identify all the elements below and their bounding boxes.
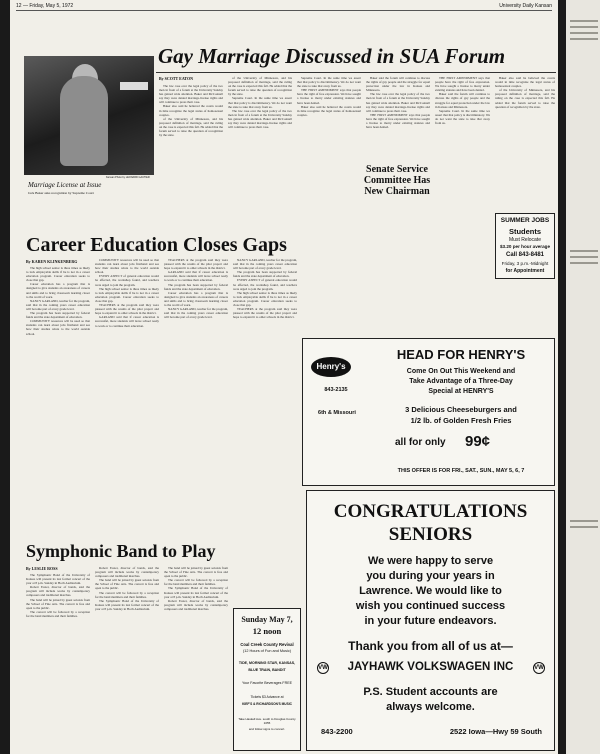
story1-column-3: Supreme Court. In the same time we assert that that policy is discriminatory. We do not want the state to take that away from us. THE FIRST AMENDMENT says that people have the right of free expression. We have sought a license to marry under existing statutes and have been denied. Baker also said he believed the courts would in time recognize the legal status of homosexual couples. <box>297 76 361 117</box>
concert-directions: Take Haskell Ave. south to Douglas County 1055 <box>238 717 296 725</box>
story3-column-1: The high school senior is three times as likely to lack employable skills if he is not in a career education program. Career education seeks to close that gap. Career education has a program that is designed to give students an awareness of careers and skills and to bring classroom learning closer to the world of work. NANCY GARLAND, teacher for the program, said that in the coming years career education will become part of every grade level. The program has been supported by federal funds and the state department of education. COMMUNITY resources will be used so that students can learn about jobs firsthand and see how their studies relate to the world outside school. <box>26 266 90 336</box>
byline-story1: By SCOTT EATON <box>159 76 194 81</box>
ad-summer-line5: Friday, 3 p.m.-Midnight <box>501 261 549 266</box>
adjacent-text-line <box>570 20 598 22</box>
photo-credit: Kansan Photo by LEONARD GAUTIER <box>106 176 150 179</box>
story3-column-4: NANCY GARLAND, teacher for the program, said that in the coming years career education will become part of every grade level. The program has been supported by federal funds and the state department of education. EVERY ASPECT of general education would be affected, the workshop found, and teachers were urged to join the program. The high school senior is three times as likely to lack employable skills if he is not in a career education program. Career education seeks to close that gap. TEACHERS at the program said they were pleased with the results of the pilot project and hope to expand it to other schools in the district. <box>233 258 297 320</box>
henrys-title: HEAD FOR HENRY'S <box>396 347 526 362</box>
ad-summer-line4: Call 843-8481 <box>505 252 545 258</box>
vw-line-5: in your future endeavors. <box>364 615 497 627</box>
vw-line-2: you during your years in <box>366 570 495 582</box>
henrys-offer1: 3 Delicious Cheeseburgers and <box>405 405 517 414</box>
story1-column-6: Baker also said he believed the courts would in time recognize the legal status of homosexual couples. of the University of Minnesota, and his proposed definition of marriage, said the ruling on the case is expected this fall. He added that the forum served to raise the question of recognition by the state. <box>495 76 555 109</box>
ad-summer-line1: Students <box>508 227 542 236</box>
concert-hours: (12 Hours of Fun and Music) <box>242 649 292 653</box>
ad-summer-line2: Must Relocate <box>509 237 541 243</box>
vw-line-8: always welcome. <box>386 701 475 713</box>
henrys-logo: Henry's <box>311 357 351 377</box>
photo-caption: Marriage License at Issue <box>28 181 102 189</box>
headline-symphonic-band: Symphonic Band to Play <box>26 541 216 561</box>
vw-logo-icon-right: VW <box>533 662 545 674</box>
henrys-address: 6th & Missouri <box>318 410 356 416</box>
photo-subject-body <box>60 76 108 166</box>
headline-senate-committee: Senate Service Committee Has New Chairman <box>363 164 431 197</box>
news-photo <box>24 56 154 175</box>
story4-column-3: The band will be joined by guest soloists from the School of Fine Arts. The concert is free and open to the public. The concert will be followed by a reception for the band members and their families. The Symphonic Band of the University of Kansas will present its last formal concert of the year at 8 p.m. Sunday in Hoch Auditorium. Robert Foster, director of bands, said the program will include works by contemporary composers and traditional marches. <box>164 566 228 611</box>
divider <box>156 72 556 73</box>
byline-story4: By LESLIE ROSS <box>26 566 58 571</box>
vw-line-1: We were happy to serve <box>367 555 494 567</box>
story1-column-5: THE FIRST AMENDMENT says that people have the right of free expression. We have sought a license to marry under existing statutes and have been denied. Baker said the forum will continue to discuss the rights of gay people and the struggle for equal protection under the law in Kansas and Minnesota. Supreme Court. In the same time we assert that that policy is discriminatory. We do not want the state to take that away from us. <box>435 76 490 126</box>
concert-bands: TIDE, MORNING STAR, KANSAS, <box>238 661 296 665</box>
concert-outlets: KIEF'S & RICHARDSON'S MUSIC <box>242 702 292 706</box>
concert-time: 12 noon <box>252 626 282 636</box>
newspaper-page <box>10 0 558 754</box>
henrys-line2: Take Advantage of a Three-Day <box>409 378 513 385</box>
ad-henrys <box>302 338 555 486</box>
ad-sunday-concert <box>233 608 301 751</box>
adjacent-text-line <box>570 256 598 258</box>
page-folio <box>16 3 552 11</box>
henrys-line3: Special at HENRY'S <box>428 388 494 395</box>
henrys-footer: THIS OFFER IS FOR FRI., SAT., SUN., MAY 5, 6, 7 <box>397 468 525 474</box>
concert-day: Sunday May 7, <box>241 615 293 624</box>
ad-summer-line3: $3.20 per hour average <box>499 244 551 249</box>
photo-caption-sub: Jack Baker asks recognition by Supreme Court <box>28 191 94 195</box>
adjacent-text-line <box>570 32 598 34</box>
adjacent-text-line <box>570 262 598 264</box>
story4-column-2: Robert Foster, director of bands, said the program will include works by contemporary composers and traditional marches. The band will be joined by guest soloists from the School of Fine Arts. The concert is free and open to the public. The concert will be followed by a reception for the band members and their families. The Symphonic Band of the University of Kansas will present its last formal concert of the year at 8 p.m. Sunday in Hoch Auditorium. <box>95 566 159 611</box>
vw-title-1: CONGRATULATIONS <box>333 501 528 522</box>
concert-bands2: BLUE TRAIN, BANDIT <box>248 668 286 672</box>
adjacent-text-line <box>570 520 598 522</box>
photo-light <box>120 82 148 90</box>
concert-tickets: Tickets $3 Advance at <box>250 695 284 699</box>
henrys-phone: 843-2135 <box>324 387 348 393</box>
story1-column-4: Baker said the forum will continue to discuss the rights of gay people and the struggle for equal protection under the law in Kansas and Minnesota. The law case over the legal policy of the two men in front of a forum at the University Sunday has gained wide attention. Baker and McConnell say they were denied marriage-license rights and will continue to press their case. THE FIRST AMENDMENT says that people have the right of free expression. We have sought a license to marry under existing statutes and have been denied. <box>366 76 430 130</box>
henrys-price-prefix: all for only <box>395 437 446 448</box>
folio-page-date: 12 — Friday, May 5, 1972 <box>16 3 74 9</box>
adjacent-text-line <box>570 26 598 28</box>
story4-column-1: The Symphonic Band of the University of Kansas will present its last formal concert of the year at 8 p.m. Sunday in Hoch Auditorium. Robert Foster, director of bands, said the program will include works by contemporary composers and traditional marches. The band will be joined by guest soloists from the School of Fine Arts. The concert is free and open to the public. The concert will be followed by a reception for the band members and their families. <box>26 573 90 618</box>
vw-line-3: Lawrence. We would like to <box>359 585 502 597</box>
headline-gay-marriage: Gay Marriage Discussed in SUA Forum <box>158 44 506 68</box>
adjacent-text-line <box>570 38 598 40</box>
byline-story3: By KAREN KLINKENBERG <box>26 259 78 264</box>
headline-career-education: Career Education Closes Gaps <box>26 234 287 256</box>
adjacent-page-edge <box>566 0 600 754</box>
story3-column-3: TEACHERS at the program said they were pleased with the results of the pilot project and hope to expand it to other schools in the district. GARLAND said that if career education is successful, more students will leave school ready to work or to continue their education. The program has been supported by federal funds and the state department of education. Career education has a program that is designed to give students an awareness of careers and skills and to bring classroom learning closer to the world of work. NANCY GARLAND, teacher for the program, said that in the coming years career education will become part of every grade level. <box>164 258 228 320</box>
henrys-line1: Come On Out This Weekend and <box>406 368 516 375</box>
vw-logo-icon: VW <box>317 662 329 674</box>
folio-paper-name: University Daily Kansan <box>499 3 552 9</box>
story3-column-2: COMMUNITY resources will be used so that students can learn about jobs firsthand and see how their studies relate to the world outside school. EVERY ASPECT of general education would be affected, the workshop found, and teachers were urged to join the program. The high school senior is three times as likely to lack employable skills if he is not in a career education program. Career education seeks to close that gap. TEACHERS at the program said they were pleased with the results of the pilot project and hope to expand it to other schools in the district. GARLAND said that if career education is successful, more students will leave school ready to work or to continue their education. <box>95 258 159 328</box>
concert-favorite: Your Favorite Beverages FREE <box>241 681 292 685</box>
concert-event: Coal Creek County Revival <box>240 642 294 647</box>
ad-summer-jobs <box>495 213 555 279</box>
vw-title-2: SENIORS <box>388 524 473 545</box>
henrys-price: 99¢ <box>465 433 491 450</box>
concert-signs: and follow signs to concert. <box>248 727 286 731</box>
ad-summer-title: SUMMER JOBS <box>500 217 550 224</box>
vw-dealer-name: JAYHAWK VOLKSWAGEN INC <box>347 661 514 673</box>
henrys-offer2: 1/2 lb. of Golden Fresh Fries <box>410 416 512 425</box>
story1-column-2: of the University of Minnesota, and his proposed definition of marriage, said the ruling on the case is expected this fall. He added that the forum served to raise the question of recognition by the state. Supreme Court. In the same time we assert that that policy is discriminatory. We do not want the state to take that away from us. The law case over the legal policy of the two men in front of a forum at the University Sunday has gained wide attention. Baker and McConnell say they were denied marriage-license rights and will continue to press their case. <box>228 76 292 130</box>
vw-line-6: Thank you from all of us at— <box>348 639 513 653</box>
ad-jayhawk-volkswagen <box>306 490 555 751</box>
vw-line-4: wish you continued success <box>355 600 506 612</box>
ad-summer-line6: for Appointment <box>505 268 545 274</box>
vw-address: 2522 Iowa—Hwy 59 South <box>449 727 542 736</box>
story1-column-1: The law case over the legal policy of the two men in front of a forum at the University Sunday has gained wide attention. Baker and McConnell say they were denied marriage-license rights and will continue to press their case. Baker also said he believed the courts would in time recognize the legal status of homosexual couples. of the University of Minnesota, and his proposed definition of marriage, said the ruling on the case is expected this fall. He added that the forum served to raise the question of recognition by the state. <box>159 84 223 138</box>
vw-line-7: P.S. Student accounts are <box>363 686 498 698</box>
adjacent-text-line <box>570 250 598 252</box>
vw-phone: 843-2200 <box>321 727 353 736</box>
adjacent-text-line <box>570 526 598 528</box>
